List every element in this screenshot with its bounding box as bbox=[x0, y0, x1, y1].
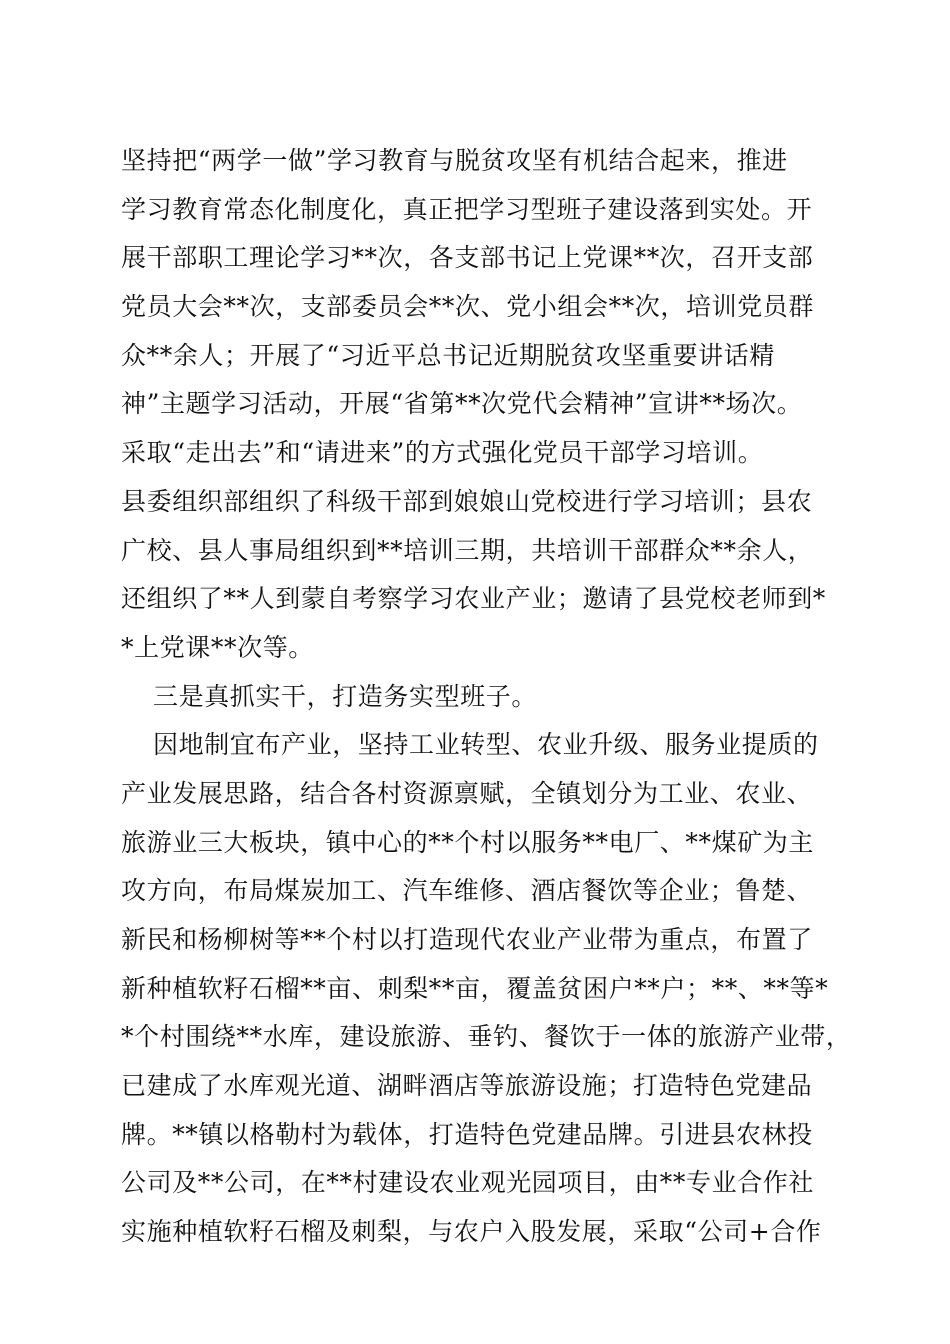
text-line: *个村围绕**水库，建设旅游、垂钓、餐饮于一体的旅游产业带， bbox=[121, 1022, 852, 1052]
text-line: 牌。**镇以格勒村为载体，打造特色党建品牌。引进县农林投 bbox=[121, 1119, 813, 1149]
text-line: 已建成了水库观光道、湖畔酒店等旅游设施；打造特色党建品 bbox=[121, 1071, 813, 1101]
text-line: 旅游业三大板块，镇中心的**个村以服务**电厂、**煤矿为主 bbox=[121, 827, 815, 857]
section-heading: 三是真抓实干，打造务实型班子。 bbox=[153, 681, 538, 711]
text-line: 众**余人；开展了“习近平总书记近期脱贫攻坚重要讲话精 bbox=[121, 340, 775, 370]
text-line: 广校、县人事局组织到**培训三期，共培训干部群众**余人， bbox=[121, 535, 814, 565]
text-line: 攻方向，布局煤炭加工、汽车维修、酒店餐饮等企业；鲁楚、 bbox=[121, 876, 813, 906]
paragraph-first-line: 因地制宜布产业，坚持工业转型、农业升级、服务业提质的 bbox=[153, 730, 819, 760]
text-line: 党员大会**次，支部委员会**次、党小组会**次，培训党员群 bbox=[121, 292, 815, 322]
text-line: 公司及**公司，在**村建设农业观光园项目，由**专业合作社 bbox=[121, 1168, 815, 1198]
text-line: 县委组织部组织了科级干部到娘娘山党校进行学习培训；县农 bbox=[121, 486, 813, 516]
text-line: 新民和杨柳树等**个村以打造现代农业产业带为重点，布置了 bbox=[121, 925, 813, 954]
text-line: 神”主题学习活动，开展“省第**次党代会精神”宣讲**场次。 bbox=[121, 389, 803, 419]
text-line: 展干部职工理论学习**次，各支部书记上党课**次，召开支部 bbox=[121, 243, 814, 273]
text-line: 采取“走出去”和“请进来”的方式强化党员干部学习培训。 bbox=[121, 438, 764, 468]
text-line: 学习教育常态化制度化，真正把学习型班子建设落到实处。开 bbox=[121, 194, 813, 224]
text-line: 新种植软籽石榴**亩、刺梨**亩，覆盖贫困户**户；**、**等* bbox=[121, 973, 829, 1003]
text-line: 产业发展思路，结合各村资源禀赋，全镇划分为工业、农业、 bbox=[121, 778, 813, 808]
text-line: 还组织了**人到蒙自考察学习农业产业；邀请了县党校老师到* bbox=[121, 584, 826, 614]
text-line: 实施种植软籽石榴及刺梨，与农户入股发展，采取“公司+合作 bbox=[121, 1217, 822, 1247]
text-line: *上党课**次等。 bbox=[121, 632, 314, 662]
body-text bbox=[121, 137, 861, 1257]
text-line: 坚持把“两学一做”学习教育与脱贫攻坚有机结合起来，推进 bbox=[121, 146, 788, 175]
